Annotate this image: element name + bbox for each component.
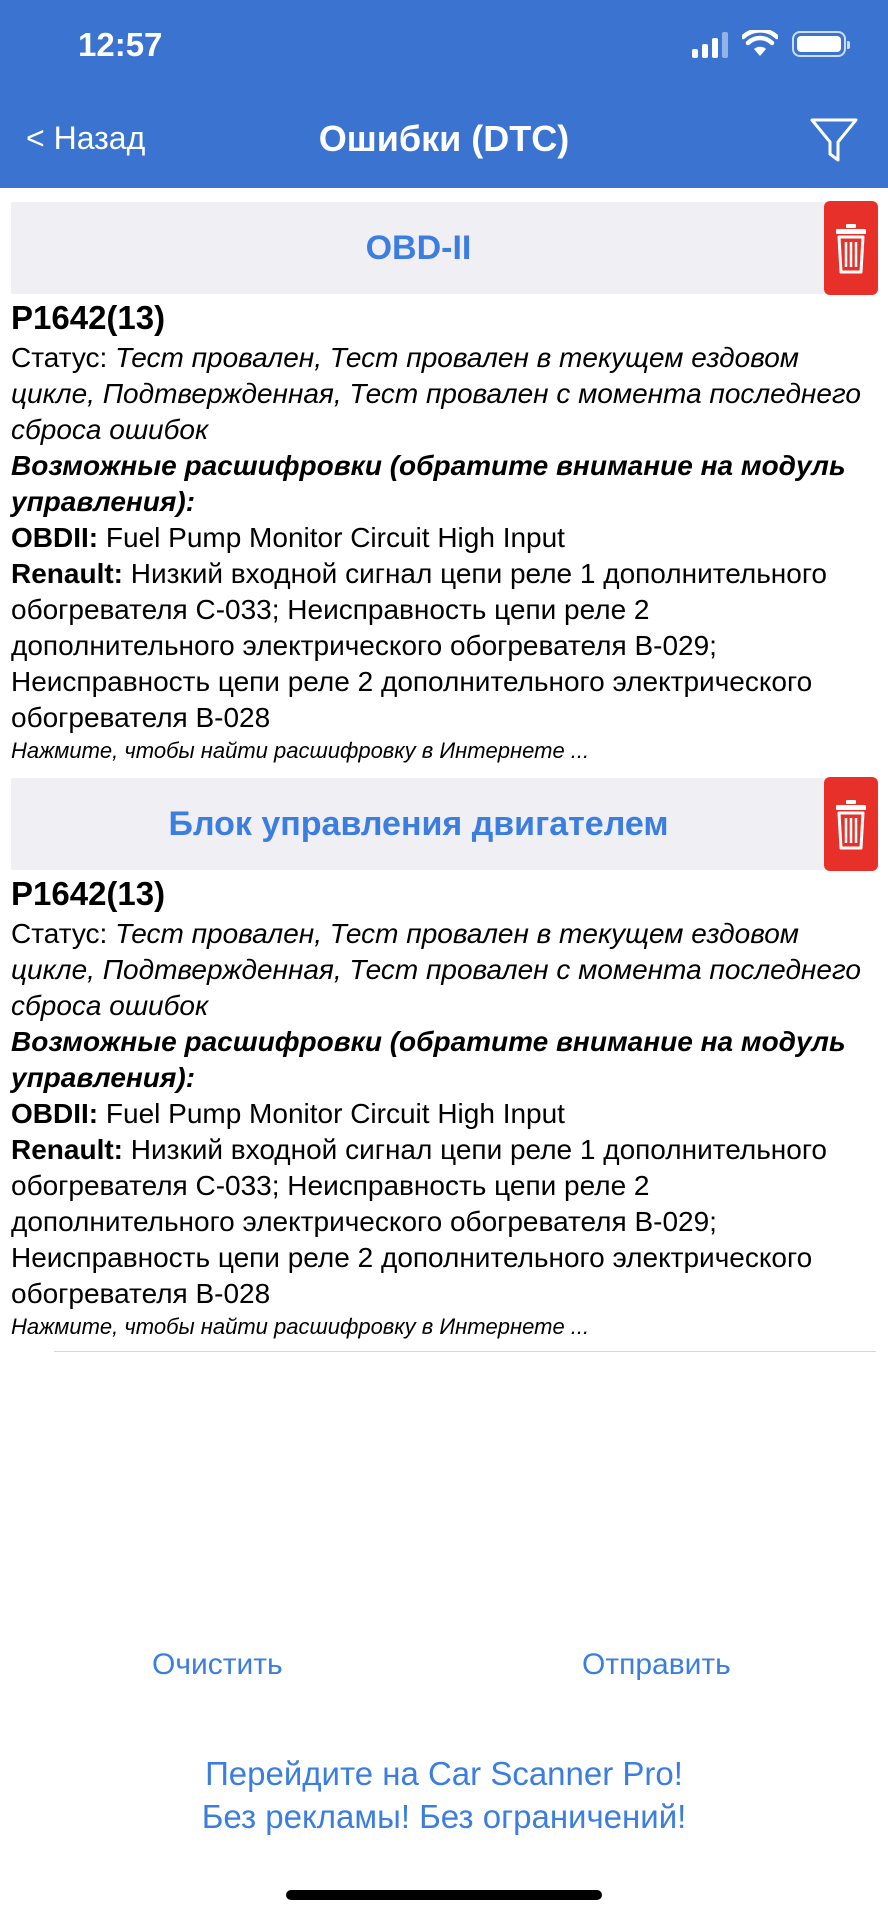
- section-title: Блок управления двигателем: [168, 804, 669, 843]
- filter-funnel-icon[interactable]: [808, 114, 860, 166]
- decodings-heading: Возможные расшифровки (обратите внимание на модуль управления):: [11, 1026, 846, 1093]
- dtc-code: P1642(13): [11, 875, 166, 912]
- list-divider: [54, 1351, 876, 1352]
- obd-value: Fuel Pump Monitor Circuit High Input: [98, 522, 565, 553]
- dtc-code: P1642(13): [11, 299, 166, 336]
- section-header-obd2: [11, 202, 826, 294]
- dtc-entry[interactable]: [11, 298, 871, 766]
- search-online-link[interactable]: Нажмите, чтобы найти расшифровку в Интернете ...: [11, 1314, 590, 1339]
- section-header-engine: [11, 778, 826, 870]
- obd-decoding: [11, 520, 871, 556]
- maker-label: Renault:: [11, 1134, 123, 1165]
- obd-decoding: [11, 1096, 871, 1132]
- obd-value: Fuel Pump Monitor Circuit High Input: [98, 1098, 565, 1129]
- obd-label: OBDII:: [11, 1098, 99, 1129]
- wifi-icon: [742, 30, 778, 58]
- status-label: Статус:: [11, 342, 116, 373]
- promo-line-1: Перейдите на Car Scanner Pro!: [205, 1755, 683, 1792]
- status-value: Тест провален, Тест провален в текущем ездовом цикле, Подтвержденная, Тест провален с момента последнего сброса ошибок: [11, 918, 861, 1021]
- clear-button[interactable]: Очистить: [152, 1648, 283, 1681]
- maker-decoding: [11, 556, 871, 736]
- navigation-bar: [0, 0, 888, 188]
- delete-button[interactable]: [824, 201, 878, 295]
- status-label: Статус:: [11, 918, 116, 949]
- status-value: Тест провален, Тест провален в текущем ездовом цикле, Подтвержденная, Тест провален с момента последнего сброса ошибок: [11, 342, 861, 445]
- section-title: OBD-II: [365, 228, 472, 267]
- battery-icon: [792, 31, 846, 57]
- decodings-heading: Возможные расшифровки (обратите внимание на модуль управления):: [11, 450, 846, 517]
- dtc-entry[interactable]: [11, 874, 871, 1342]
- maker-value: Низкий входной сигнал цепи реле 1 дополнительного обогревателя C-033; Неисправность цепи реле 2 дополнительного электрического обогревателя B-029; Неисправность цепи реле 2 дополнительного электрического обогревателя B-028: [11, 1134, 827, 1309]
- obd-label: OBDII:: [11, 522, 99, 553]
- send-button[interactable]: Отправить: [582, 1648, 731, 1681]
- back-button[interactable]: < Назад: [26, 120, 146, 156]
- delete-button[interactable]: [824, 777, 878, 871]
- home-indicator[interactable]: [286, 1890, 602, 1900]
- trash-icon: [834, 220, 868, 276]
- search-online-link[interactable]: Нажмите, чтобы найти расшифровку в Интернете ...: [11, 738, 590, 763]
- status-time: 12:57: [78, 26, 163, 63]
- trash-icon: [834, 796, 868, 852]
- maker-value: Низкий входной сигнал цепи реле 1 дополнительного обогревателя C-033; Неисправность цепи реле 2 дополнительного электрического обогревателя B-029; Неисправность цепи реле 2 дополнительного электрического обогревателя B-028: [11, 558, 827, 733]
- maker-label: Renault:: [11, 558, 123, 589]
- dtc-status: [11, 916, 871, 1024]
- status-icons: [692, 30, 846, 58]
- maker-decoding: [11, 1132, 871, 1312]
- upgrade-promo-link[interactable]: [0, 1752, 888, 1838]
- page-title: Ошибки (DTC): [318, 118, 570, 159]
- dtc-status: [11, 340, 871, 448]
- promo-line-2: Без рекламы! Без ограничений!: [201, 1798, 687, 1835]
- cellular-signal-icon: [692, 30, 728, 58]
